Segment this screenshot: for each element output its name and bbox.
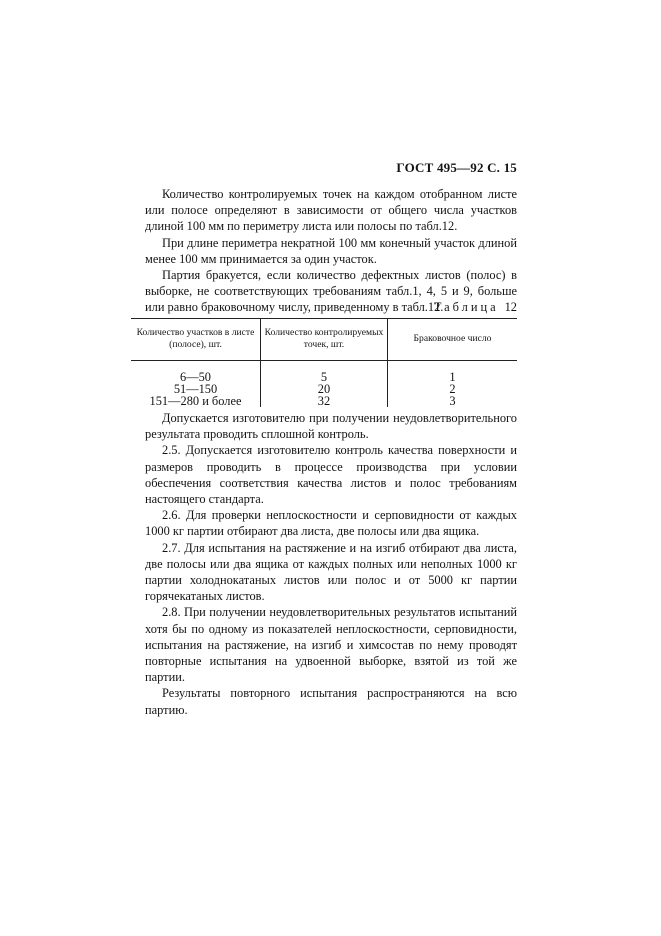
table-cell: 3	[388, 395, 518, 407]
table-row	[131, 395, 517, 407]
data-table	[131, 318, 517, 407]
table-cell: 6—50	[180, 370, 211, 384]
column-header: Количество участков в листе (полосе), шт.	[131, 319, 261, 361]
page-header: ГОСТ 495—92 С. 15	[396, 160, 517, 175]
paragraph: 2.8. При получении неудовлетворительных результатов испытаний хотя бы по одному из показателей неплоскостности, серповидности, испытания на растяжение, на изгиб и химсостав по нему проводят повторные испытания на удвоенной выборке, взятой из той же партии.	[145, 605, 517, 685]
text-block-bottom	[145, 410, 517, 718]
text-block-top	[145, 186, 517, 316]
document-page	[136, 0, 517, 936]
paragraph: Партия бракуется, если количество дефектных листов (полос) в выборке, не соответствующих требованиям табл.1, 4, 5 и 9, больше или равно браковочному числу, приведенному в табл.12.	[145, 268, 517, 315]
table-row	[131, 361, 517, 384]
table-caption	[434, 300, 517, 315]
paragraph: Допускается изготовителю при получении неудовлетворительного результата проводить сплошной контроль.	[145, 411, 517, 442]
table-cell: 5	[261, 361, 388, 384]
table-number: 12	[504, 300, 517, 314]
column-header: Количество контролируемых точек, шт.	[261, 319, 388, 361]
table-caption-label: Таблица	[433, 300, 499, 314]
column-header: Браковочное число	[388, 319, 518, 361]
table-cell: 20	[261, 383, 388, 395]
table-cell: 51—150	[173, 382, 218, 396]
paragraph: Количество контролируемых точек на каждом отобранном листе или полосе определяют в зависимости от общего числа участков длиной 100 мм по периметру листа или полосы по табл.12.	[145, 187, 517, 234]
paragraph: При длине периметра некратной 100 мм конечный участок длиной менее 100 мм принимается за один участок.	[145, 235, 517, 266]
table-header-row	[131, 319, 517, 361]
table-cell: 32	[261, 395, 388, 407]
table-cell: 2	[388, 383, 518, 395]
paragraph: Результаты повторного испытания распространяются на всю партию.	[145, 686, 517, 717]
paragraph: 2.5. Допускается изготовителю контроль качества поверхности и размеров проводить в процессе производства при условии обеспечения соответствия качества листов и полос требованиям настоящего стандарта.	[145, 443, 517, 507]
paragraph: 2.6. Для проверки неплоскостности и серповидности от каждых 1000 кг партии отбирают два листа, две полосы или два ящика.	[145, 508, 517, 539]
table-cell: 1	[388, 361, 518, 384]
paragraph: 2.7. Для испытания на растяжение и на изгиб отбирают два листа, две полосы или два ящика от каждых полных или неполных 1000 кг партии холоднокатаных листов или полос и от 5000 кг партии горячекатаных листов.	[145, 540, 517, 604]
table-cell: 151—280 и более	[149, 394, 242, 408]
